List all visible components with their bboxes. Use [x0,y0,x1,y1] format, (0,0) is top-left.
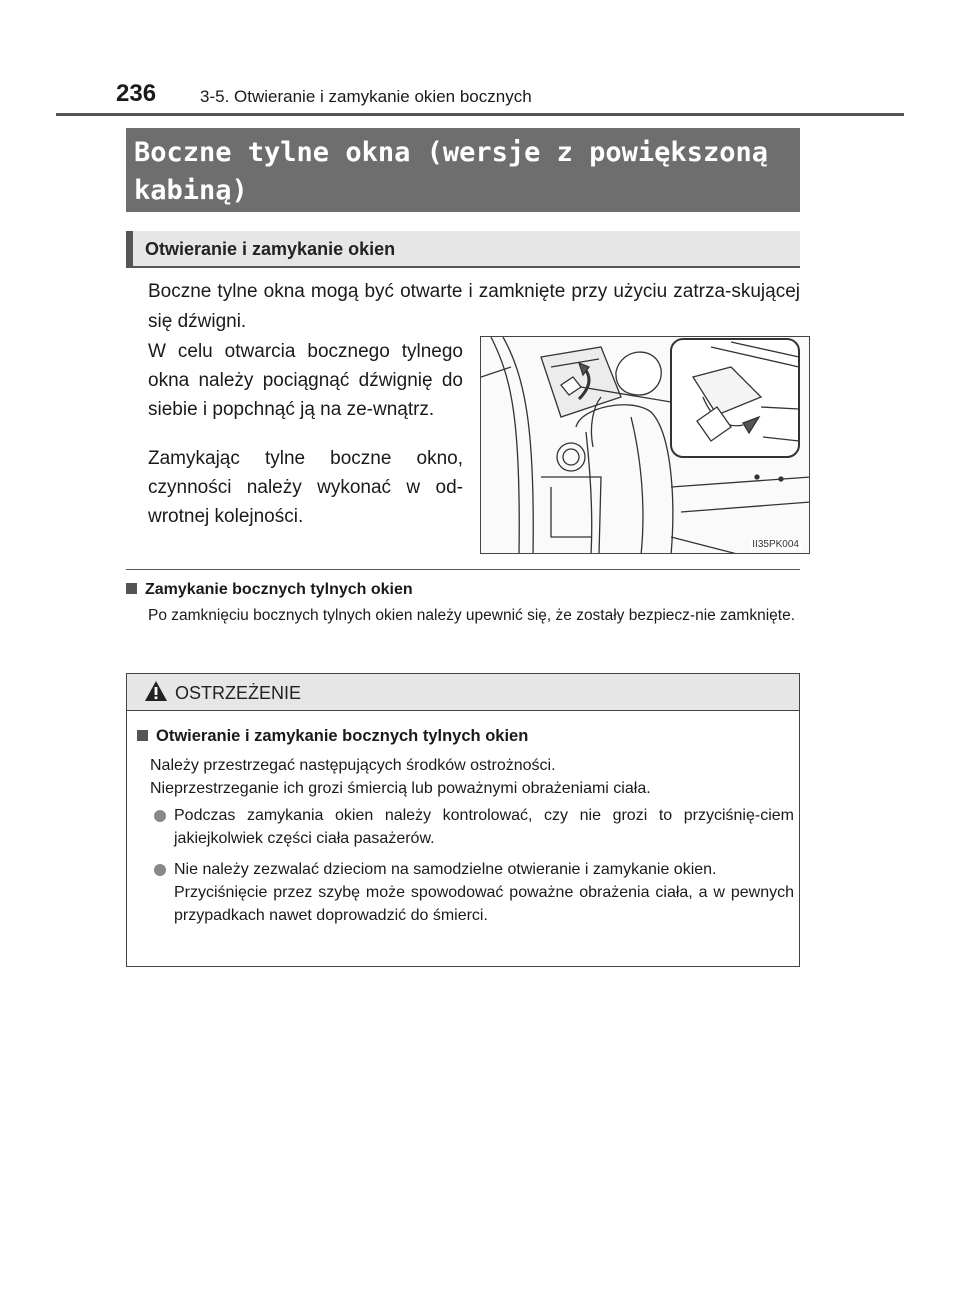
warning-box [126,673,800,967]
note-text: Po zamknięciu bocznych tylnych okien należy upewnić się, że zostały bezpiecz-nie zamknięte. [148,607,796,624]
warning-heading-text: Otwieranie i zamykanie bocznych tylnych okien [156,727,529,745]
chapter-title: 3-5. Otwieranie i zamykanie okien bocznych [200,87,532,106]
warning-header [127,674,799,711]
section-title-line2: kabiną) [134,175,248,206]
square-bullet-icon [126,583,137,594]
warning-bullet-2-text [174,858,794,927]
subheading-bar [126,231,800,268]
warning-intro-line2: Nieprzestrzeganie ich grozi śmiercią lub poważnymi obrażeniami ciała. [150,780,651,797]
warning-triangle-icon [144,680,168,702]
section-divider [126,569,800,570]
subheading-text: Otwieranie i zamykanie okien [145,239,396,259]
warning-intro-line1: Należy przestrzegać następujących środków ostrożności. [150,757,556,774]
warning-intro [150,754,790,800]
note-heading-text: Zamykanie bocznych tylnych okien [145,581,413,598]
page-number: 236 [116,80,157,107]
warning-heading [137,727,528,746]
warning-bullet-1 [154,804,794,850]
paragraph-open: W celu otwarcia bocznego tylnego okna należy pociągnąć dźwignię do siebie i popchnąć ją na ze-wnątrz. [148,341,463,420]
warning-bullet-2-line2: Przyciśnięcie przez szybę może spowodować poważne obrażenia ciała, a w pewnych przypadkach nawet doprowadzić do śmierci. [174,884,794,924]
header-rule [56,113,904,116]
warning-bullet-1-text: Podczas zamykania okien należy kontrolować, czy nie grozi to przyciśnię-ciem jakiejkolwiek części ciała pasażerów. [174,807,794,847]
circle-bullet-icon [154,864,166,876]
window-latch-illustration [480,336,810,554]
cabin-interior-drawing [481,337,810,554]
warning-title: OSTRZEŻENIE [175,683,302,703]
warning-bullet-2 [154,858,794,927]
section-title [126,128,800,212]
circle-bullet-icon [154,810,166,822]
paragraph-intro: Boczne tylne okna mogą być otwarte i zamknięte przy użyciu zatrza-skującej się dźwigni. [148,281,800,332]
warning-bullet-2-line1: Nie należy zezwalać dzieciom na samodzielne otwieranie i zamykanie okien. [174,861,717,878]
paragraph-close: Zamykając tylne boczne okno, czynności należy wykonać w od-wrotnej kolejności. [148,448,463,527]
note-heading [126,581,413,599]
illustration-code: II35PK004 [752,539,799,550]
section-title-line1: Boczne tylne okna (wersje z powiększoną [134,137,768,168]
square-bullet-icon [137,730,148,741]
